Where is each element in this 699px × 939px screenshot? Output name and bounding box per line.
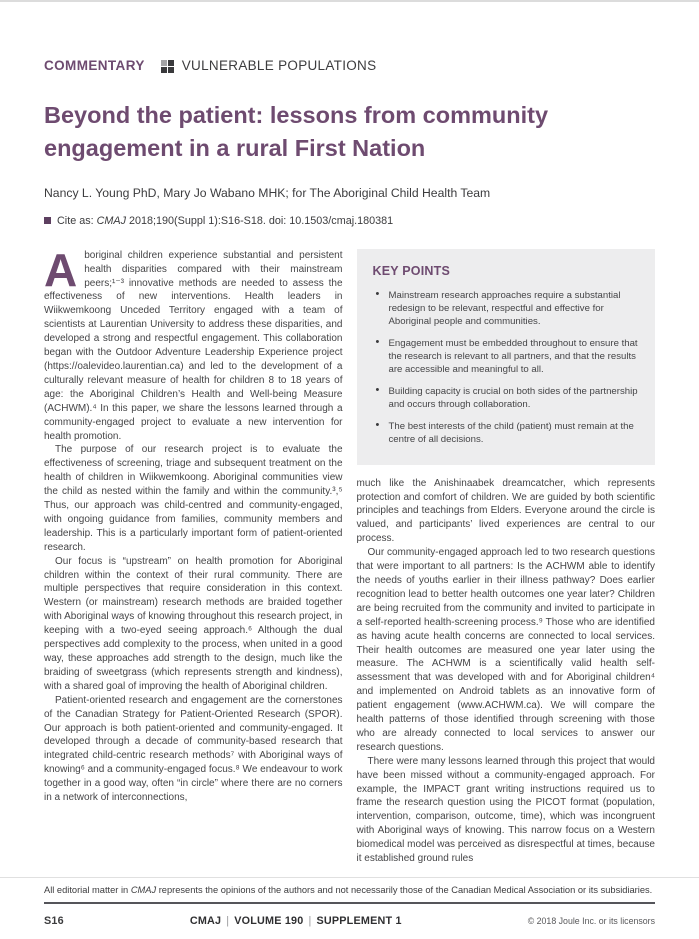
key-points-title: KEY POINTS bbox=[372, 263, 450, 278]
citation-text: 2018;190(Suppl 1):S16-S18. doi: 10.1503/cmaj.180381 bbox=[126, 214, 394, 227]
paragraph: Our community-engaged approach led to two research questions that were important to all partners: Is the ACHWM able to identify the needs of youths earlier in their illness pathway? Does earlier recognition lead to better health outcomes one year later? Children are being recruited from the community and invited to participate in a self-reported health-screening process.⁹ Those who are identified as having acute health concerns are connected to local services. Their health outcomes are measured one year later using the measure. The ACHWM is a scientifically valid health self-assessment that was developed with and for Aboriginal children⁴ and implemented on Android tablets as an innovative form of patient engagement (www.ACHWM.ca). We will compare the health patterns of those identified through screening with those who are already connected to local services to answer our research questions. bbox=[356, 547, 655, 753]
paragraph bbox=[44, 243, 343, 444]
footer-light-rule bbox=[0, 877, 699, 878]
copyright-notice: © 2018 Joule Inc. or its licensors bbox=[527, 916, 655, 926]
paragraph: Patient-oriented research and engagement are the cornerstones of the Canadian Strategy for Patient-Oriented Research (SPOR). Our approach is both patient-oriented and community-engaged. It developed through a decade of community-based research that integrated child-centric research methods⁷ with Aboriginal ways of knowing⁶ and a community-engaged focus.⁸ We endeavour to work together in a good way, often “in circle” where there are no corners in a network of interconnections, bbox=[44, 694, 343, 804]
page-number: S16 bbox=[44, 915, 64, 927]
citation-line bbox=[44, 215, 655, 227]
editorial-suffix: represents the opinions of the authors and not necessarily those of the Canadian Medical Association or its subsidiaries. bbox=[156, 885, 653, 895]
drop-cap: A bbox=[44, 243, 78, 296]
page-top-rule bbox=[0, 0, 699, 2]
grid-squares-icon bbox=[161, 60, 174, 73]
separator: | bbox=[308, 915, 312, 927]
footer-row bbox=[44, 915, 655, 927]
body-columns bbox=[44, 243, 655, 866]
editorial-note bbox=[44, 885, 655, 895]
footer-area bbox=[0, 885, 699, 927]
citation-prefix: Cite as: bbox=[57, 214, 97, 227]
separator: | bbox=[226, 915, 230, 927]
volume-label: VOLUME 190 bbox=[234, 915, 304, 927]
supplement-label: SUPPLEMENT 1 bbox=[316, 915, 402, 927]
author-line: Nancy L. Young PhD, Mary Jo Wabano MHK; for The Aboriginal Child Health Team bbox=[44, 185, 491, 200]
paragraph: much like the Anishinaabek dreamcatcher, which represents protection and comfort of children. We are guided by both scientific principles and teachings from Elders. Everyone around the circle is valued, and participants’ lived experiences are central to our process. bbox=[356, 477, 655, 545]
key-point-item: • Building capacity is crucial on both sides of the partnership and occurs through collaboration. bbox=[373, 385, 640, 411]
paragraph-text: boriginal children experience substantial and persistent health disparities compared with their mainstream peers;¹⁻³ innovative methods are needed to assess the effectiveness of new interventions. Health leaders in Wiikwemkoong Unceded Territory engaged with a team of scientists at Laurentian University to address these disparities, and developed a strong and respectful engagement. This collaboration began with the Outdoor Adventure Leadership Experience project (https://oalevideo.laurentian.ca) and led to the development of a culturally relevant measure of health for children 8 to 18 years of age: the Aboriginal Children’s Health and Well-being Measure (ACHWM).⁴ In this paper, we share the lessons learned through a community-engaged project to evaluate a new intervention for health promotion. bbox=[44, 249, 343, 442]
key-point-item: • Mainstream research approaches require a substantial redesign to be relevant, respectful and effective for Aboriginal people and communities. bbox=[373, 289, 640, 328]
journal-name: CMAJ bbox=[189, 915, 222, 927]
key-points-box bbox=[357, 249, 656, 465]
topic-label: VULNERABLE POPULATIONS bbox=[181, 58, 377, 73]
citation-journal: CMAJ bbox=[96, 214, 127, 227]
section-label: COMMENTARY bbox=[44, 58, 145, 73]
key-point-item: • The best interests of the child (patient) must remain at the centre of all decisions. bbox=[373, 420, 640, 446]
paragraph: There were many lessons learned through this project that would have been missed without a community-engaged approach. For example, the IMPACT grant writing instructions required us to frame the research question using the PICOT format (population, intervention, comparison, outcome, time), which was incongruent with Aboriginal ways of knowing. This narrow focus on a Western biomedical model was perceived as disrespectful at times, because it established ground rules bbox=[356, 755, 655, 865]
citation-square-bullet bbox=[44, 217, 51, 224]
key-points-list bbox=[373, 289, 640, 446]
key-point-item: • Engagement must be embedded throughout to ensure that the research is relevant to all partners, and that the results are accessible and meaningful to all. bbox=[373, 337, 640, 376]
editorial-journal: CMAJ bbox=[130, 885, 157, 895]
right-column bbox=[357, 249, 656, 866]
footer-dark-rule bbox=[44, 902, 655, 904]
paragraph: The purpose of our research project is to evaluate the effectiveness of screening, triage and subsequent treatment on the health of children in Wiikwemkoong. Aboriginal communities view the child as nested within the family and within the community.³,⁵ Thus, our approach was child-centred and community-engaged, with ongoing guidance from families, community members and leadership. This is a particularly important form of patient-oriented research. bbox=[44, 444, 343, 553]
left-column bbox=[44, 243, 343, 866]
article-page bbox=[0, 58, 699, 866]
editorial-prefix: All editorial matter in bbox=[44, 885, 131, 895]
paragraph: Our focus is “upstream” on health promotion for Aboriginal children within the context of their rural community. There are multiple perspectives that require consideration in this context. Western (or mainstream) research methods are braided together with Aboriginal ways of knowing throughout this research project, in keeping with a two-eyed seeing approach.⁶ Although the dual perspectives add complexity to the process, when united in a good way, these approaches add strength to the design, much like the braiding of sweetgrass (which represents strength and kindness), with a shared goal of improving the health of Aboriginal children. bbox=[44, 555, 343, 692]
section-kicker bbox=[44, 58, 655, 73]
journal-volume-line bbox=[190, 915, 402, 927]
article-title: Beyond the patient: lessons from community engagement in a rural First Nation bbox=[44, 102, 549, 162]
